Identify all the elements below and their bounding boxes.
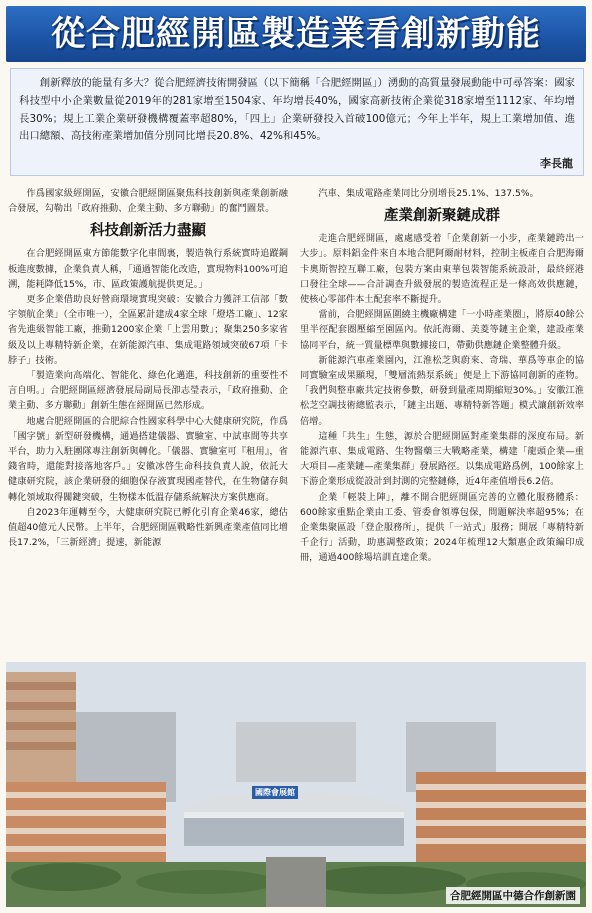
left-column bbox=[8, 186, 288, 654]
article-paragraph: 自2023年運轉至今，大健康研究院已孵化引育企業46家，總估值超40億元人民幣。上半年，合肥經開區戰略性新興產業產值同比增長17.2%，「三新經濟」提速，新能源 bbox=[8, 506, 288, 549]
headline-banner bbox=[6, 6, 586, 62]
article-paragraph: 這種「共生」生態，源於合肥經開區對產業集群的深度布局。新能源汽車、集成電路、生物醫藥三大戰略產業，構建「龍頭企業—重大項目—產業鏈—產業集群」發展路徑。以集成電路爲例，100餘家上下游企業形成從設計到封測的完整鏈條，近4年產值增長6.2倍。 bbox=[300, 430, 584, 488]
article-paragraph: 走進合肥經開區，處處感受着「企業創新一小步，產業鏈跨出一大步」。原料鋁金件來自本地合肥阿爾耐材料，控制主板產自合肥海爾卡奧斯智控互聯工廠，包裝方案由東華包裝智能系統設計，最終經港口發往全球——合計調查升級發展的製造流程正是一條高效供應鏈，使核心零部件本土配套率不斷提升。 bbox=[300, 233, 584, 306]
photo-caption: 合肥經開區中德合作創新園 bbox=[446, 887, 580, 904]
article-paragraph: 地處合肥經開區的合肥綜合性國家科學中心大健康研究院，作爲「國字號」新型研發機構，通過搭建儀器、實驗室、中試車間等共享平台，助力入駐團隊專注創新與轉化。「儀器、實驗室可『租用』，省錢省時，還能對接落地客戶。」安徽冰啓生命科技負責人說，依託大健康研究院，該企業研發的細胞保存液實現國產替代，在生物儲存與轉化領域取得關鍵突破，生物樣本低溫存儲系統解決方案供應商。 bbox=[8, 415, 288, 503]
right-column bbox=[300, 186, 584, 686]
right-intro: 汽車、集成電路產業同比分別增長25.1%、137.5%。 bbox=[318, 188, 539, 199]
lead-paragraph: 創新釋放的能量有多大？從合肥經濟技術開發區（以下簡稱「合肥經開區」）湧動的高質量發展動能中可尋答案：國家科技型中小企業數量從2019年的281家增至1504家、年均增長40%，國家高新技術企業從318家增至1112家、年均增長30%；規上工業企業研發機構覆蓋率超80%，「四上」企業研發投入首破100億元；今年上半年，規上工業增加值、進出口總額、高技術產業增加值分別同比增長20.8%、42%和45%。 bbox=[19, 77, 575, 143]
article-paragraph: 「製造業向高端化、智能化、綠色化邁進，科技創新的重要性不言自明。」合肥經開區經濟發展局副局長卲志瑩表示，「政府推動、企業主動、多方聯動」創新生態在經開區已然形成。 bbox=[8, 370, 288, 412]
lead-box bbox=[10, 68, 584, 176]
industrial-park-photo bbox=[6, 662, 586, 907]
article-paragraph: 更多企業借助良好營商環境實現突破：安徽合力獲評工信部「數字領航企業」（全市唯一），全區累計建成4家全球「燈塔工廠」、12家省先進級智能工廠，推動1200家企業「上雲用數」；聚集250多家省級及以上專精特新企業，在新能源汽車、集成電路領域突破67項「卡脖子」技術。 bbox=[8, 294, 288, 366]
headline: 從合肥經開區製造業看創新動能 bbox=[51, 14, 541, 54]
article-paragraph: 當前，合肥經開區圍繞主機廠構建「一小時產業圈」，將原40餘公里半徑配套圈壓縮至園區內。依託海爾、美菱等鏈主企業，建設產業協同平台，統一質量標準與數據接口，帶動供應鏈企業整體升級。 bbox=[300, 309, 584, 351]
author-byline: 李長龍 bbox=[540, 157, 573, 170]
building-sign: 國際會展館 bbox=[252, 786, 298, 799]
article-paragraph: 新能源汽車產業園內，江淮松芝與蔚來、奇瑞、華爲等車企的協同實驗室成果顯現，「雙層流熱泵系統」便是上下游協同創新的產物。「我們與整車廠共定技術參數，研發到量產周期縮短30%。」安徽江淮松芝空調技術總監表示，「鏈主出題、專精特新答題」模式讓創新效率倍增。 bbox=[300, 354, 584, 427]
left-intro: 作爲國家級經開區，安徽合肥經開區聚焦科技創新與產業創新融合發展，勾勒出「政府推動、企業主動、多方聯動」的奮鬥圖景。 bbox=[8, 188, 288, 215]
article-paragraph: 在合肥經開區東方節能數字化車間裏，製造執行系統實時追蹤鋼板進度數據，企業負責人稱，「通過智能化改造，實現物料100%可追溯，能耗降低15%，市、區政策護航提供更足。」 bbox=[8, 248, 288, 290]
aerial-photo-illustration bbox=[6, 662, 586, 907]
article-paragraph: 企業「輕裝上陣」，離不開合肥經開區完善的立體化服務體系：600餘家重點企業由工委、管委會領導包保，問題解決率超95%；在企業集聚區設「登企服務所」，提供「一站式」服務；開展「專精特新千企行」活動，助惠調整政策；2024年梳理12大類惠企政策編印成冊，通過400餘場培訓直達企業。 bbox=[300, 491, 584, 564]
section-heading-innovation: 科技創新活力盡顯 bbox=[90, 223, 206, 240]
section-heading-industry: 產業創新聚鏈成群 bbox=[384, 208, 500, 225]
